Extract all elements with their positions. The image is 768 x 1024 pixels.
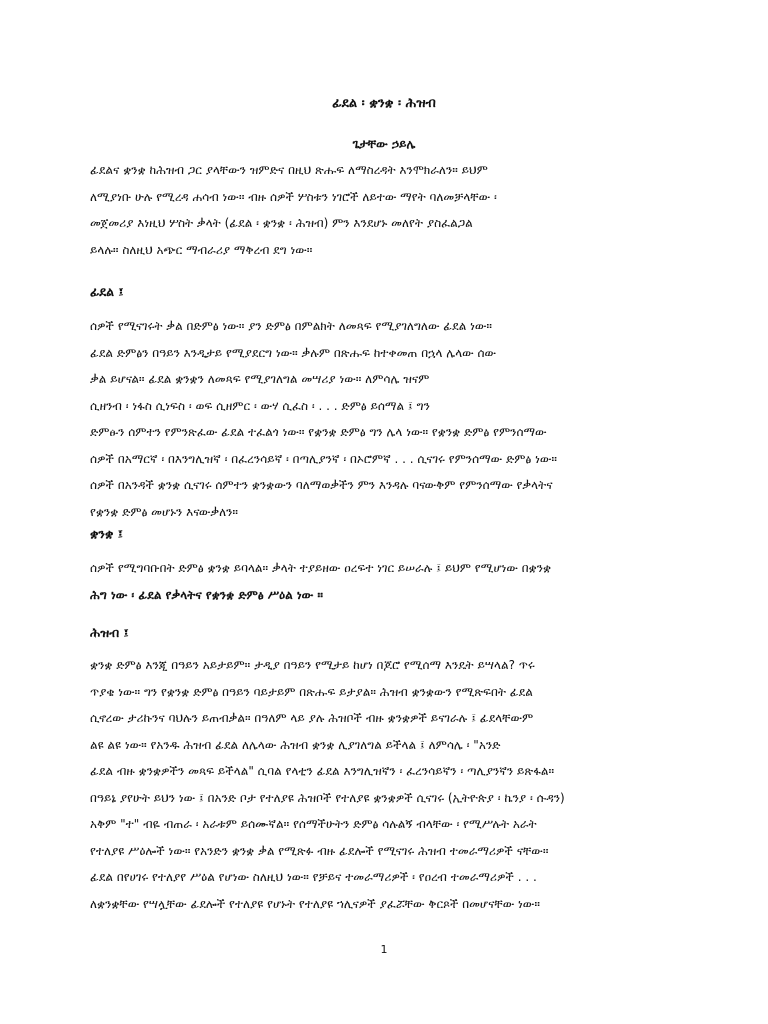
paragraph-line: ቋንቋ ድምፅ እንጂ በዓይን አይታይም። ታዲያ በዓይን የሚታይ ከሆነ በጆሮ የሚሰማ እንዴት ይሣላል? ጥሩ	[90, 658, 535, 672]
paragraph-line: ሰዎች የሚናገሩት ቃል በድምፅ ነው። ያን ድምፅ በምልክት ለመጻፍ የሚያገለግለው ፊደል ነው።	[90, 319, 493, 333]
section-paragraph-fidel	[90, 313, 680, 525]
paragraph-line: በዓይኔ ያየሁት ይህን ነው ፤ በአንድ ቦታ የተለያዩ ሕዝቦች የተለያዩ ቋንቋዎች ሲናገሩ (ኢትዮጵያ ፡ ኬንያ ፡ ሱዳን)	[90, 790, 565, 805]
page-number: 1	[380, 943, 388, 956]
paragraph-line: ይላሉ። ስለዚህ አጭር ማብራሪያ ማቅረብ ደግ ነው።	[90, 242, 313, 257]
paragraph-line: አቅም "ተ" ብዬ ብጠራ ፡ አራቱም ይሰሙኛል። የሰማችሁትን ድምፅ ሳሉልኝ ብላቸው ፡ የሚሥሉት አራት	[90, 817, 537, 831]
paragraph-line: ጥያቄ ነው። ግን የቋንቋ ድምፅ በዓይን ባይታይም በጽሑፍ ይታያል። ሕዝብ ቋንቋውን የሚጽፍበት ፊደል	[90, 684, 533, 699]
paragraph-line: ፊደል ድምፅን በዓይን እንዲታይ የሚያደርግ ነው። ቃሉም በጽሑፍ ከተቀመጠ በኋላ ሌላው ሰው	[90, 345, 497, 360]
paragraph-line: ሰዎች በአንዳች ቋንቋ ሲናገሩ ሰምተን ቋንቋውን ባለማወቃችን ምን እንዳሉ ባናውቅም የምንሰማው የቃላትና	[90, 478, 553, 492]
section-heading-hizb: ሕዝብ ፤	[90, 625, 129, 640]
section-heading-fidel: ፊደል ፤	[90, 284, 124, 299]
paragraph-line: ፊደል በየሀገሩ የተለያየ ሥዕል የሆነው ስለዚህ ነው። የቻይና ተመራማሪዎች ፡ የዐረብ ተመራማሪዎች . . .	[90, 870, 537, 884]
paragraph-line: ሕግ ነው ፡ ፊደል የቃላትና የቋንቋ ድምፅ ሥዕል ነው ።	[90, 587, 323, 602]
paragraph-line: ሰዎች የሚግባቡበት ድምፅ ቋንቋ ይባላል። ቃላት ተያይዘው ዐረፍተ ነገር ይሠራሉ ፤ ይህም የሚሆነው በቋንቋ	[90, 561, 552, 575]
paragraph-line: መጀመሪያ እነዚህ ሦስት ቃላት (ፊደል ፡ ቋንቋ ፡ ሕዝብ) ምን እንደሆኑ መለየት ያስፈልጋል	[90, 216, 473, 230]
paragraph-line: ለቋንቋቸው የሣሏቸው ፊደሎች የተለያዩ የሆኑት የተለያዩ ኀሊናዎች ያፈሯቸው ቅርጾች በመሆናቸው ነው።	[90, 896, 540, 911]
paragraph-line: ቃል ይሆናል። ፊደል ቋንቋን ለመጻፍ የሚያገለግል መሣሪያ ነው። ለምሳሌ ዝናም	[90, 372, 430, 386]
section-paragraph-quanqua	[90, 555, 680, 608]
document-title: ፊደል ፡ ቋንቋ ፡ ሕዝብ	[332, 96, 436, 111]
paragraph-line: ፊደልና ቋንቋ ከሕዝብ ጋር ያላቸውን ዝምድና በዚህ ጽሑፍ ለማስረዳት እንሞክራለን። ይህም	[90, 163, 488, 177]
section-heading-quanqua: ቋንቋ ፤	[90, 526, 123, 541]
author-name: ጌታቸው ኃይሌ	[352, 137, 416, 151]
paragraph-line: የቋንቋ ድምፅ መሆኑን እናውቃለን።	[90, 504, 239, 519]
paragraph-line: ለሚያነቡ ሁሉ የሚረዳ ሐሳብ ነው። ብዙ ሰዎች ሦስቱን ነገሮች ለይተው ማየት ባለመቻላቸው ፡	[90, 189, 497, 204]
paragraph-line: ልዩ ልዩ ነው። የአንዱ ሕዝብ ፊደል ለሌላው ሕዝብ ቋንቋ ሊያገለግል ይችላል ፤ ለምሳሌ ፡ "አንድ	[90, 737, 501, 752]
section-paragraph-hizb	[90, 652, 680, 917]
paragraph-line: ፊደል ብዙ ቋንቋዎችን መጻፍ ይችላል" ሲባል የላቲን ፊደል እንግሊዝኛን ፡ ፈረንሳይኛን ፡ ጣሊያንኛን ይጽፋል።	[90, 764, 555, 778]
paragraph-line: ሰዎች በአማርኛ ፡ በእንግሊዝኛ ፡ በፈረንሳይኛ ፡ በጣሊያንኛ ፡ በኦሮምኛ . . . ሲናገሩ የምንሰማው ድምፅ ነው።	[90, 451, 557, 466]
paragraph-line: ሲኖረው ታሪኩንና ባህሉን ይጠብቃል። በዓለም ላይ ያሉ ሕዝቦች ብዙ ቋንቋዎች ይናገራሉ ፤ ፊደላቸውም	[90, 711, 534, 725]
paragraph-line: የተለያዩ ሥዕሎች ነው። የአንድን ቋንቋ ቃል የሚጽፉ ብዙ ፊደሎች የሚናገሩ ሕዝብ ተመራማሪዎች ናቸው።	[90, 843, 549, 858]
paragraph-line: ሲዘንብ ፡ ነፋስ ሲነፍስ ፡ ወፍ ሲዘምር ፡ ውሃ ሲፈስ ፡ . . . ድምፅ ይሰማል ፤ ግን	[90, 398, 430, 413]
intro-paragraph	[90, 157, 680, 263]
paragraph-line: ድምፁን ሰምተን የምንጽፈው ፊደል ተፈልጎ ነው። የቋንቋ ድምፅ ግን ሌላ ነው። የቋንቋ ድምፅ የምንሰማው	[90, 425, 547, 439]
